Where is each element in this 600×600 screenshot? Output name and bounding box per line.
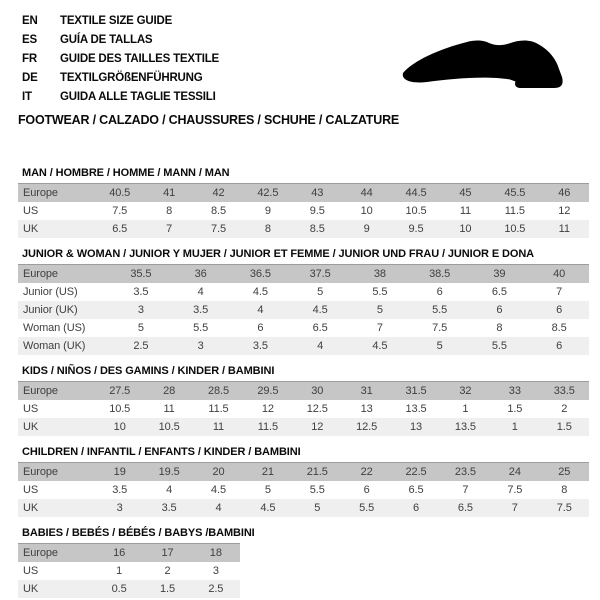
size-cell: 3 [197,340,204,352]
language-code-it: IT [22,91,32,103]
size-cell: 36 [194,268,207,280]
size-header-row [18,184,589,203]
size-sections [18,167,589,598]
size-cell: 5.5 [359,502,375,514]
row-label: Junior (US) [23,286,78,298]
size-cell: 9.5 [408,223,424,235]
size-row [18,283,589,301]
size-row [18,418,589,436]
size-cell: 28.5 [207,385,229,397]
size-cell: 36.5 [249,268,271,280]
language-row-en [22,10,600,29]
language-code-es: ES [22,34,37,46]
row-label: Junior (UK) [23,304,78,316]
size-cell: 7.5 [556,502,572,514]
size-cell: 6.5 [457,502,473,514]
size-cell: 10 [459,223,472,235]
size-cell: 43 [311,187,324,199]
size-table-children [18,462,589,517]
size-cell: 7 [462,484,469,496]
size-cell: 42.5 [257,187,279,199]
size-cell: 5 [264,484,271,496]
size-cell: 12 [558,205,571,217]
size-cell: 11 [558,223,570,235]
size-row [18,301,589,319]
section-title-babies: BABIES / BEBÉS / BÉBÉS / BABYS /BAMBINI [22,527,255,539]
size-cell: 11 [212,421,225,433]
size-cell: 4 [257,304,264,316]
size-cell: 6 [257,322,264,334]
size-cell: 9 [264,205,271,217]
size-cell: 1.5 [556,421,572,433]
size-row [18,319,589,337]
size-cell: 10 [113,421,126,433]
guide-title-it: GUIDA ALLE TAGLIE TESSILI [60,91,216,103]
section-junior-woman [18,248,589,355]
row-label: Woman (UK) [23,340,86,352]
size-cell: 5 [137,322,144,334]
size-cell: 4.5 [260,502,276,514]
size-row [18,220,589,238]
size-cell: 4.5 [372,340,388,352]
size-cell: 25 [558,466,571,478]
size-cell: 30 [311,385,324,397]
size-cell: 40 [553,268,566,280]
guide-title-de: TEXTILGRÖßENFÜHRUNG [60,72,203,84]
section-title-children: CHILDREN / INFANTIL / ENFANTS / KINDER / BAMBINI [22,446,301,458]
row-label: US [23,205,39,217]
language-code-en: EN [22,15,38,27]
size-cell: 40.5 [109,187,131,199]
size-row [18,562,240,580]
size-cell: 6 [436,286,443,298]
guide-title-fr: GUIDE DES TAILLES TEXTILE [60,53,219,65]
section-title-junior-woman: JUNIOR & WOMAN / JUNIOR Y MUJER / JUNIOR ET FEMME / JUNIOR UND FRAU / JUNIOR E DONA [22,248,535,260]
size-cell: 5.5 [309,484,325,496]
size-cell: 4.5 [210,484,226,496]
row-label: US [23,484,39,496]
size-cell: 1.5 [159,583,175,595]
size-cell: 16 [113,547,126,559]
size-cell: 31 [360,385,373,397]
size-cell: 4.5 [252,286,268,298]
size-cell: 3.5 [133,286,149,298]
size-cell: 8 [496,322,503,334]
size-header-row [18,382,589,401]
row-label: Europe [23,385,58,397]
size-cell: 11.5 [504,205,525,217]
size-table-man [18,183,589,238]
section-man [18,167,589,238]
size-cell: 44.5 [405,187,427,199]
size-cell: 38.5 [429,268,451,280]
size-cell: 22 [360,466,373,478]
size-cell: 13 [410,421,423,433]
section-babies [18,527,589,598]
size-cell: 6.5 [491,286,507,298]
size-cell: 12.5 [306,403,328,415]
row-label: Europe [23,466,58,478]
size-cell: 27.5 [109,385,131,397]
row-label: US [23,565,39,577]
size-cell: 9.5 [309,205,325,217]
language-code-de: DE [22,72,38,84]
row-label: Woman (US) [23,322,86,334]
size-row [18,400,589,418]
size-cell: 21 [261,466,274,478]
size-cell: 5.5 [193,322,209,334]
size-cell: 46 [558,187,571,199]
size-cell: 6 [496,304,503,316]
size-cell: 38 [373,268,386,280]
size-cell: 8 [166,205,173,217]
size-cell: 8.5 [210,205,226,217]
size-cell: 4 [317,340,324,352]
size-cell: 1 [116,565,123,577]
size-cell: 31.5 [405,385,427,397]
size-cell: 11.5 [208,403,229,415]
size-header-row [18,265,589,284]
guide-title-en: TEXTILE SIZE GUIDE [60,15,173,27]
size-cell: 2 [561,403,568,415]
size-cell: 44 [360,187,373,199]
size-table-babies [18,543,240,598]
section-children [18,446,589,517]
section-kids [18,365,589,436]
size-cell: 32 [459,385,472,397]
size-cell: 11.5 [257,421,278,433]
size-row [18,481,589,499]
size-table-junior-woman [18,264,589,355]
row-label: UK [23,421,39,433]
size-cell: 12.5 [356,421,378,433]
size-cell: 6 [363,484,370,496]
footwear-category-heading: FOOTWEAR / CALZADO / CHAUSSURES / SCHUHE / CALZATURE [18,113,400,127]
row-label: Europe [23,268,58,280]
size-cell: 5 [376,304,383,316]
size-cell: 11 [163,403,175,415]
size-cell: 11 [459,205,472,217]
size-cell: 6 [556,304,563,316]
size-cell: 20 [212,466,225,478]
size-cell: 5.5 [432,304,448,316]
size-cell: 6.5 [312,322,328,334]
size-cell: 19 [113,466,126,478]
size-cell: 4 [166,484,173,496]
size-cell: 3.5 [161,502,177,514]
size-cell: 10 [360,205,373,217]
size-cell: 33 [508,385,521,397]
section-title-man: MAN / HOMBRE / HOMME / MANN / MAN [22,167,230,179]
row-label: UK [23,583,39,595]
size-cell: 22.5 [405,466,427,478]
size-cell: 3.5 [112,484,128,496]
size-cell: 13.5 [405,403,427,415]
size-cell: 39 [493,268,506,280]
row-label: Europe [23,187,58,199]
row-label: UK [23,502,39,514]
size-cell: 5 [314,502,321,514]
size-cell: 2.5 [208,583,224,595]
size-cell: 8 [561,484,568,496]
size-cell: 4 [197,286,204,298]
size-cell: 10.5 [158,421,180,433]
size-cell: 7 [556,286,563,298]
size-row [18,499,589,517]
size-cell: 12 [311,421,324,433]
size-cell: 3 [212,565,219,577]
size-cell: 45 [459,187,472,199]
size-cell: 42 [212,187,225,199]
size-cell: 6 [556,340,563,352]
size-cell: 9 [363,223,370,235]
size-cell: 7.5 [507,484,523,496]
size-cell: 6.5 [112,223,128,235]
size-table-kids [18,381,589,436]
size-cell: 6.5 [408,484,424,496]
size-cell: 19.5 [158,466,180,478]
size-cell: 7 [511,502,518,514]
size-cell: 2.5 [133,340,149,352]
size-cell: 13.5 [454,421,476,433]
size-cell: 35.5 [130,268,152,280]
size-row [18,580,240,598]
size-cell: 33.5 [553,385,575,397]
size-cell: 5.5 [491,340,507,352]
size-cell: 1 [462,403,469,415]
size-cell: 12 [261,403,274,415]
size-cell: 5.5 [372,286,388,298]
size-cell: 5 [317,286,324,298]
size-cell: 6 [413,502,420,514]
size-cell: 10.5 [109,403,131,415]
dress-shoe-icon [397,30,575,94]
size-cell: 0.5 [111,583,127,595]
size-cell: 1.5 [507,403,523,415]
size-header-row [18,463,589,482]
size-cell: 7.5 [210,223,226,235]
row-label: UK [23,223,39,235]
size-cell: 17 [161,547,174,559]
size-cell: 7 [376,322,383,334]
size-cell: 4 [215,502,222,514]
size-cell: 2 [164,565,171,577]
size-row [18,202,589,220]
size-cell: 3 [116,502,123,514]
size-cell: 10.5 [405,205,427,217]
size-row [18,337,589,355]
size-cell: 28 [163,385,176,397]
size-cell: 10.5 [504,223,526,235]
size-cell: 29.5 [257,385,279,397]
size-cell: 4.5 [312,304,328,316]
size-cell: 7.5 [432,322,448,334]
size-cell: 8.5 [551,322,567,334]
size-cell: 13 [360,403,373,415]
size-cell: 37.5 [309,268,331,280]
size-cell: 24 [508,466,521,478]
size-cell: 3 [137,304,144,316]
size-header-row [18,544,240,563]
size-cell: 3.5 [252,340,268,352]
size-cell: 23.5 [454,466,476,478]
size-cell: 3.5 [193,304,209,316]
size-cell: 8.5 [309,223,325,235]
row-label: Europe [23,547,58,559]
size-cell: 41 [163,187,176,199]
size-cell: 8 [264,223,271,235]
size-cell: 21.5 [306,466,328,478]
language-code-fr: FR [22,53,37,65]
size-cell: 5 [436,340,443,352]
section-title-kids: KIDS / NIÑOS / DES GAMINS / KINDER / BAMBINI [22,365,275,377]
size-cell: 7 [166,223,173,235]
row-label: US [23,403,39,415]
size-cell: 18 [209,547,222,559]
guide-title-es: GUÍA DE TALLAS [60,34,153,46]
size-cell: 7.5 [112,205,128,217]
size-cell: 45.5 [504,187,526,199]
size-cell: 1 [511,421,518,433]
